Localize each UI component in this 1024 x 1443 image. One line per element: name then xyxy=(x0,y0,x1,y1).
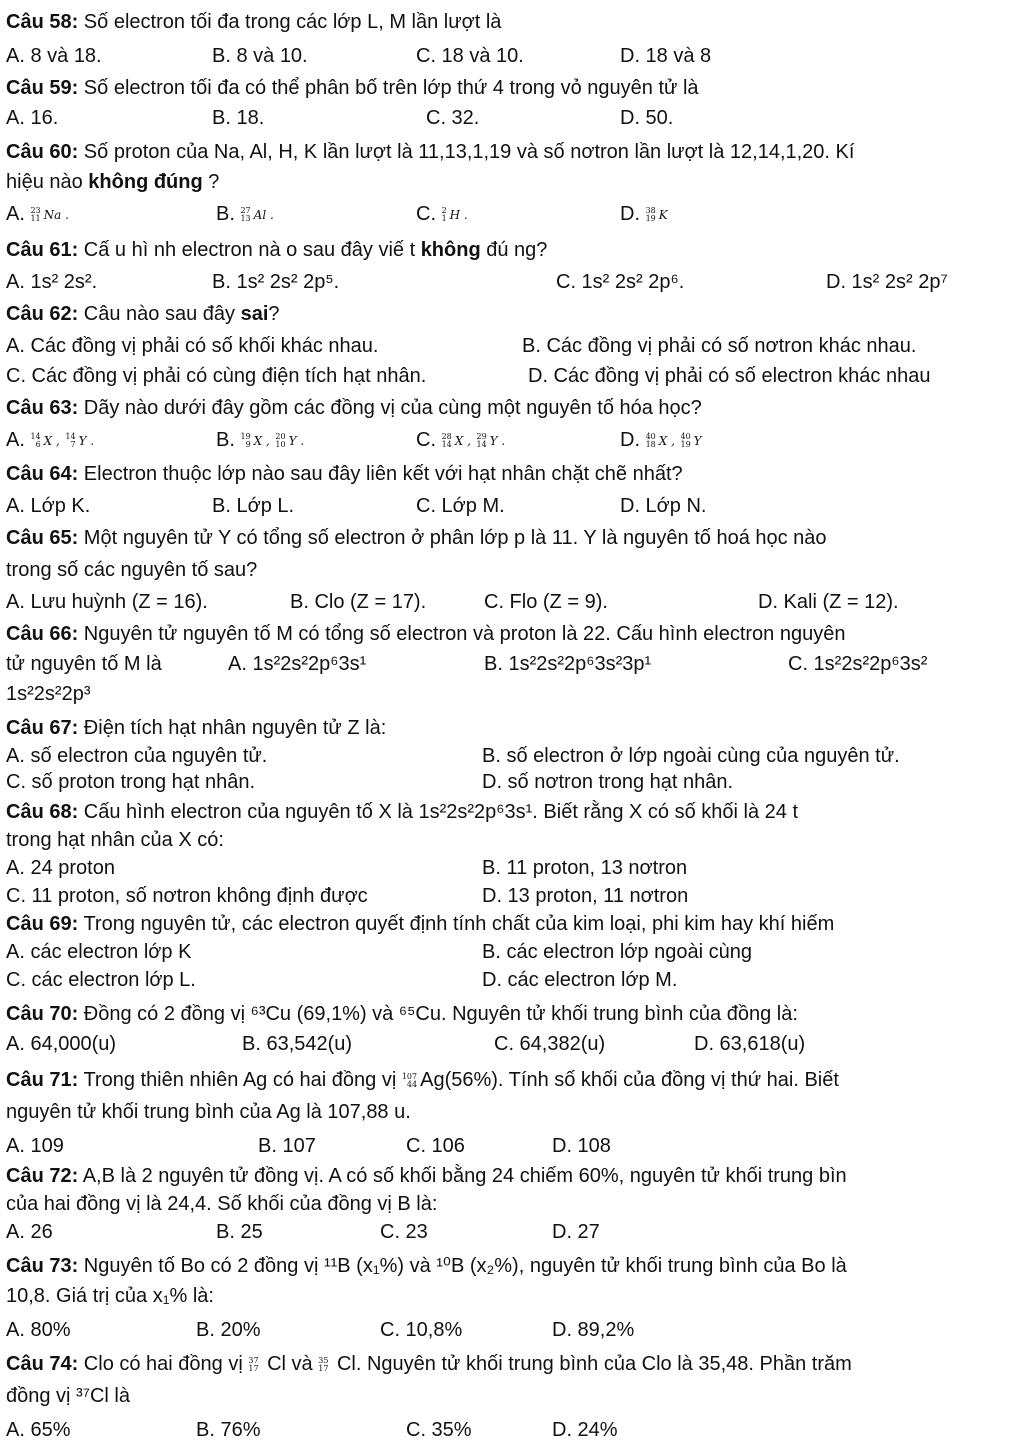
question-text: A,B là 2 nguyên tử đồng vị. A có số khối bằng 24 chiếm 60%, nguyên tử khối trung bìn xyxy=(78,1165,847,1187)
option-b: B. 1s² 2s² 2p⁵. xyxy=(212,271,340,293)
question-70 xyxy=(6,1002,798,1026)
mass-number: 2 xyxy=(441,205,447,215)
atomic-number: 14 xyxy=(441,439,452,449)
question-text: đú ng? xyxy=(480,239,548,261)
question-label: Câu 69: xyxy=(6,913,79,935)
isotope-y: 20 10 Y . xyxy=(275,431,305,449)
option-c: C. Các đồng vị phải có cùng điện tích hạt nhân. xyxy=(6,365,427,387)
question-text: Ag(56%). Tính số khối của đồng vị thứ hai. Biết xyxy=(420,1069,839,1091)
option-a: A. Lưu huỳnh (Z = 16). xyxy=(6,591,208,613)
question-69 xyxy=(6,912,834,936)
mass-number: 29 xyxy=(476,431,487,441)
question-text: Cấu hình electron của nguyên tố X là 1s²2s²2p⁶3s¹. Biết rằng X có số khối là 24 t xyxy=(78,801,799,823)
option-d xyxy=(620,202,668,227)
option-a: A. 64,000(u) xyxy=(6,1033,117,1055)
question-text: hiệu nào xyxy=(6,171,89,193)
mass-number: 40 xyxy=(680,431,691,441)
question-72 xyxy=(6,1164,847,1188)
option-d: D. 13 proton, 11 nơtron xyxy=(482,885,689,907)
question-74-line2: đồng vị ³⁷Cl là xyxy=(6,1385,130,1407)
option-letter: D. xyxy=(620,429,640,451)
option-letter: B. xyxy=(216,203,235,225)
isotope-y: 29 14 Y . xyxy=(476,431,506,449)
mass-number: 37 xyxy=(248,1355,259,1365)
question-text: Số electron tối đa có thể phân bố trên lớp thứ 4 trong vỏ nguyên tử là xyxy=(78,77,699,99)
atomic-number: 19 xyxy=(680,439,691,449)
option-c: C. 10,8% xyxy=(380,1319,463,1341)
question-65-line2: trong số các nguyên tố sau? xyxy=(6,559,258,581)
option-c: C. Flo (Z = 9). xyxy=(484,591,608,613)
question-label: Câu 63: xyxy=(6,397,79,419)
option-b: B. Các đồng vị phải có số nơtron khác nhau. xyxy=(522,335,917,357)
question-63 xyxy=(6,396,702,420)
option-letter: A. xyxy=(6,429,25,451)
option-d: D. Các đồng vị phải có số electron khác nhau xyxy=(528,365,931,387)
atomic-number: 7 xyxy=(70,439,76,449)
question-text: Nguyên tử nguyên tố M có tổng số electron và proton là 22. Cấu hình electron nguyên xyxy=(78,623,846,645)
option-a: A. 1s²2s²2p⁶3s¹ xyxy=(228,653,367,675)
option-c: C. 23 xyxy=(380,1221,428,1243)
option-a: A. 65% xyxy=(6,1419,71,1441)
element-symbol: Na . xyxy=(43,207,69,222)
mass-number: 14 xyxy=(65,431,76,441)
mass-number: 23 xyxy=(30,205,41,215)
question-text: Điện tích hạt nhân nguyên tử Z là: xyxy=(78,717,387,739)
isotope-y: 14 7 Y . xyxy=(65,431,95,449)
question-59 xyxy=(6,76,699,100)
option-b: B. 76% xyxy=(196,1419,261,1441)
option-d: D. 50. xyxy=(620,107,674,129)
question-61 xyxy=(6,238,547,262)
question-label: Câu 61: xyxy=(6,239,79,261)
option-letter: A. xyxy=(6,203,25,225)
emphasis-text: không đúng xyxy=(88,171,203,193)
option-d: D. 18 và 8 xyxy=(620,45,712,67)
option-b: B. Clo (Z = 17). xyxy=(290,591,427,613)
question-text: Số proton của Na, Al, H, K lần lượt là 11,13,1,19 và số nơtron lần lượt là 12,14,1,20. Kí xyxy=(78,141,855,163)
isotope-x: 19 9 X , xyxy=(240,431,270,449)
question-text: Nguyên tố Bo có 2 đồng vị ¹¹B (x₁%) và ¹⁰B (x₂%), nguyên tử khối trung bình của Bo là xyxy=(78,1255,847,1277)
option-b: B. 1s²2s²2p⁶3s²3p¹ xyxy=(484,653,652,675)
option-d: 1s²2s²2p³ xyxy=(6,683,91,705)
option-c: C. số proton trong hạt nhân. xyxy=(6,771,256,793)
option-b xyxy=(216,428,304,453)
element-symbol: Al . xyxy=(253,207,274,222)
question-label: Câu 66: xyxy=(6,623,79,645)
option-c: C. 35% xyxy=(406,1419,472,1441)
option-a xyxy=(6,202,69,227)
element-symbol: H . xyxy=(449,207,468,222)
question-60 xyxy=(6,140,854,164)
option-c: C. 1s² 2s² 2p⁶. xyxy=(556,271,685,293)
question-label: Câu 68: xyxy=(6,801,79,823)
question-60-line2 xyxy=(6,170,219,194)
atomic-number: 44 xyxy=(406,1079,418,1089)
isotope-symbol xyxy=(646,203,668,227)
option-c: C. 11 proton, số nơtron không định được xyxy=(6,885,368,907)
option-a: A. 16. xyxy=(6,107,59,129)
atomic-number: 6 xyxy=(35,439,41,449)
atomic-number: 11 xyxy=(30,213,41,223)
question-text: Electron thuộc lớp nào sau đây liên kết với hạt nhân chặt chẽ nhất? xyxy=(78,463,683,485)
option-b: B. 8 và 10. xyxy=(212,45,308,67)
question-text: Cấ u hì nh electron nà o sau đây viế t xyxy=(78,239,421,261)
question-71 xyxy=(6,1068,839,1092)
question-label: Câu 65: xyxy=(6,527,79,549)
option-b: B. 11 proton, 13 nơtron xyxy=(482,857,688,879)
question-71-line2: nguyên tử khối trung bình của Ag là 107,88 u. xyxy=(6,1101,411,1123)
option-d: D. 27 xyxy=(552,1221,600,1243)
atomic-number: 17 xyxy=(248,1363,259,1373)
question-text: Trong thiên nhiên Ag có hai đồng vị xyxy=(78,1069,402,1091)
question-text: Đồng có 2 đồng vị ⁶³Cu (69,1%) và ⁶⁵Cu. Nguyên tử khối trung bình của đồng là: xyxy=(78,1003,798,1025)
option-c: C. 32. xyxy=(426,107,480,129)
option-c: C. 64,382(u) xyxy=(494,1033,606,1055)
question-66-line2: tử nguyên tố M là xyxy=(6,653,162,675)
option-a xyxy=(6,428,94,453)
atomic-number: 18 xyxy=(645,439,656,449)
option-letter: B. xyxy=(216,429,235,451)
question-68 xyxy=(6,800,798,824)
question-text: Cl. Nguyên tử khối trung bình của Clo là 35,48. Phần trăm xyxy=(331,1353,852,1375)
option-a: A. 24 proton xyxy=(6,857,115,879)
option-d: D. 24% xyxy=(552,1419,618,1441)
option-d: D. 1s² 2s² 2p⁷ xyxy=(826,271,948,293)
option-b: B. 63,542(u) xyxy=(242,1033,353,1055)
option-d xyxy=(620,428,702,453)
element-symbol: K xyxy=(658,207,668,222)
question-73 xyxy=(6,1254,847,1278)
option-letter: D. xyxy=(620,203,640,225)
question-label: Câu 64: xyxy=(6,463,79,485)
emphasis-text: sai xyxy=(240,303,269,325)
option-b: B. các electron lớp ngoài cùng xyxy=(482,941,752,963)
atomic-number: 19 xyxy=(645,213,656,223)
atomic-number: 13 xyxy=(240,213,251,223)
atomic-number: 1 xyxy=(441,213,447,223)
mass-number: 40 xyxy=(645,431,656,441)
option-a: A. 109 xyxy=(6,1135,64,1157)
option-c: C. các electron lớp L. xyxy=(6,969,196,991)
mass-number: 38 xyxy=(645,205,656,215)
option-b: B. Lớp L. xyxy=(212,495,295,517)
option-c: C. 18 và 10. xyxy=(416,45,524,67)
option-b xyxy=(216,202,274,227)
atomic-number: 14 xyxy=(476,439,487,449)
option-letter: C. xyxy=(416,429,436,451)
option-letter: C. xyxy=(416,203,436,225)
question-text: Trong nguyên tử, các electron quyết định tính chất của kim loại, phi kim hay khí hiếm xyxy=(78,913,835,935)
question-text: Số electron tối đa trong các lớp L, M lần lượt là xyxy=(78,11,502,33)
mass-number: 35 xyxy=(318,1355,329,1365)
isotope-symbol xyxy=(240,203,273,227)
question-74 xyxy=(6,1352,852,1376)
isotope-x: 28 14 X , xyxy=(441,431,471,449)
option-d: D. Lớp N. xyxy=(620,495,707,517)
option-c xyxy=(416,202,468,227)
isotope-x: 40 18 X , xyxy=(645,431,675,449)
option-c: C. Lớp M. xyxy=(416,495,505,517)
option-a: A. các electron lớp K xyxy=(6,941,192,963)
question-text: ? xyxy=(202,171,220,193)
question-65 xyxy=(6,526,827,550)
question-62 xyxy=(6,302,280,326)
question-text: Câu nào sau đây xyxy=(78,303,241,325)
isotope-cl35 xyxy=(318,1357,331,1373)
mass-number: 20 xyxy=(275,431,286,441)
question-label: Câu 58: xyxy=(6,11,79,33)
option-a: A. 1s² 2s². xyxy=(6,271,98,293)
option-a: A. Các đồng vị phải có số khối khác nhau. xyxy=(6,335,379,357)
mass-number: 28 xyxy=(441,431,452,441)
option-a: A. Lớp K. xyxy=(6,495,91,517)
option-a: A. 80% xyxy=(6,1319,71,1341)
question-label: Câu 60: xyxy=(6,141,79,163)
option-b: B. số electron ở lớp ngoài cùng của nguyên tử. xyxy=(482,745,900,767)
option-c xyxy=(416,428,505,453)
atomic-number: 9 xyxy=(245,439,251,449)
isotope-cl37 xyxy=(248,1357,261,1373)
option-d: D. các electron lớp M. xyxy=(482,969,678,991)
isotope-symbol xyxy=(402,1073,420,1089)
option-b: B. 25 xyxy=(216,1221,263,1243)
isotope-symbol xyxy=(30,203,68,227)
question-66 xyxy=(6,622,845,646)
question-label: Câu 59: xyxy=(6,77,79,99)
question-64 xyxy=(6,462,683,486)
question-label: Câu 62: xyxy=(6,303,79,325)
question-72-line2: của hai đồng vị là 24,4. Số khối của đồng vị B là: xyxy=(6,1193,438,1215)
option-b: B. 20% xyxy=(196,1319,261,1341)
option-a: A. số electron của nguyên tử. xyxy=(6,745,268,767)
mass-number: 14 xyxy=(30,431,41,441)
question-label: Câu 70: xyxy=(6,1003,79,1025)
isotope-x: 14 6 X , xyxy=(30,431,60,449)
question-text: Clo có hai đồng vị xyxy=(78,1353,249,1375)
option-d: D. 108 xyxy=(552,1135,611,1157)
question-label: Câu 72: xyxy=(6,1165,79,1187)
question-text: ? xyxy=(268,303,280,325)
option-a: A. 8 và 18. xyxy=(6,45,102,67)
option-b: B. 18. xyxy=(212,107,265,129)
atomic-number: 10 xyxy=(275,439,286,449)
question-58 xyxy=(6,10,501,34)
question-text: Một nguyên tử Y có tổng số electron ở phân lớp p là 11. Y là nguyên tố hoá học nào xyxy=(78,527,827,549)
question-label: Câu 67: xyxy=(6,717,79,739)
option-c: C. 1s²2s²2p⁶3s² xyxy=(788,653,928,675)
question-text: Dãy nào dưới đây gồm các đồng vị của cùng một nguyên tố hóa học? xyxy=(78,397,702,419)
question-label: Câu 74: xyxy=(6,1353,79,1375)
question-67 xyxy=(6,716,386,740)
emphasis-text: không xyxy=(420,239,481,261)
question-text: Cl và xyxy=(261,1353,319,1375)
question-label: Câu 73: xyxy=(6,1255,79,1277)
option-d: D. 89,2% xyxy=(552,1319,635,1341)
atomic-number: 17 xyxy=(318,1363,329,1373)
option-d: D. Kali (Z = 12). xyxy=(758,591,899,613)
question-68-line2: trong hạt nhân của X có: xyxy=(6,829,224,851)
option-b: B. 107 xyxy=(258,1135,316,1157)
mass-number: 27 xyxy=(240,205,251,215)
question-label: Câu 71: xyxy=(6,1069,79,1091)
isotope-symbol xyxy=(442,203,468,227)
option-a: A. 26 xyxy=(6,1221,53,1243)
option-d: D. số nơtron trong hạt nhân. xyxy=(482,771,734,793)
option-d: D. 63,618(u) xyxy=(694,1033,806,1055)
mass-number: 107 xyxy=(401,1071,418,1081)
option-c: C. 106 xyxy=(406,1135,465,1157)
isotope-y: 40 19 Y xyxy=(680,431,702,449)
question-73-line2: 10,8. Giá trị của x₁% là: xyxy=(6,1285,214,1307)
mass-number: 19 xyxy=(240,431,251,441)
